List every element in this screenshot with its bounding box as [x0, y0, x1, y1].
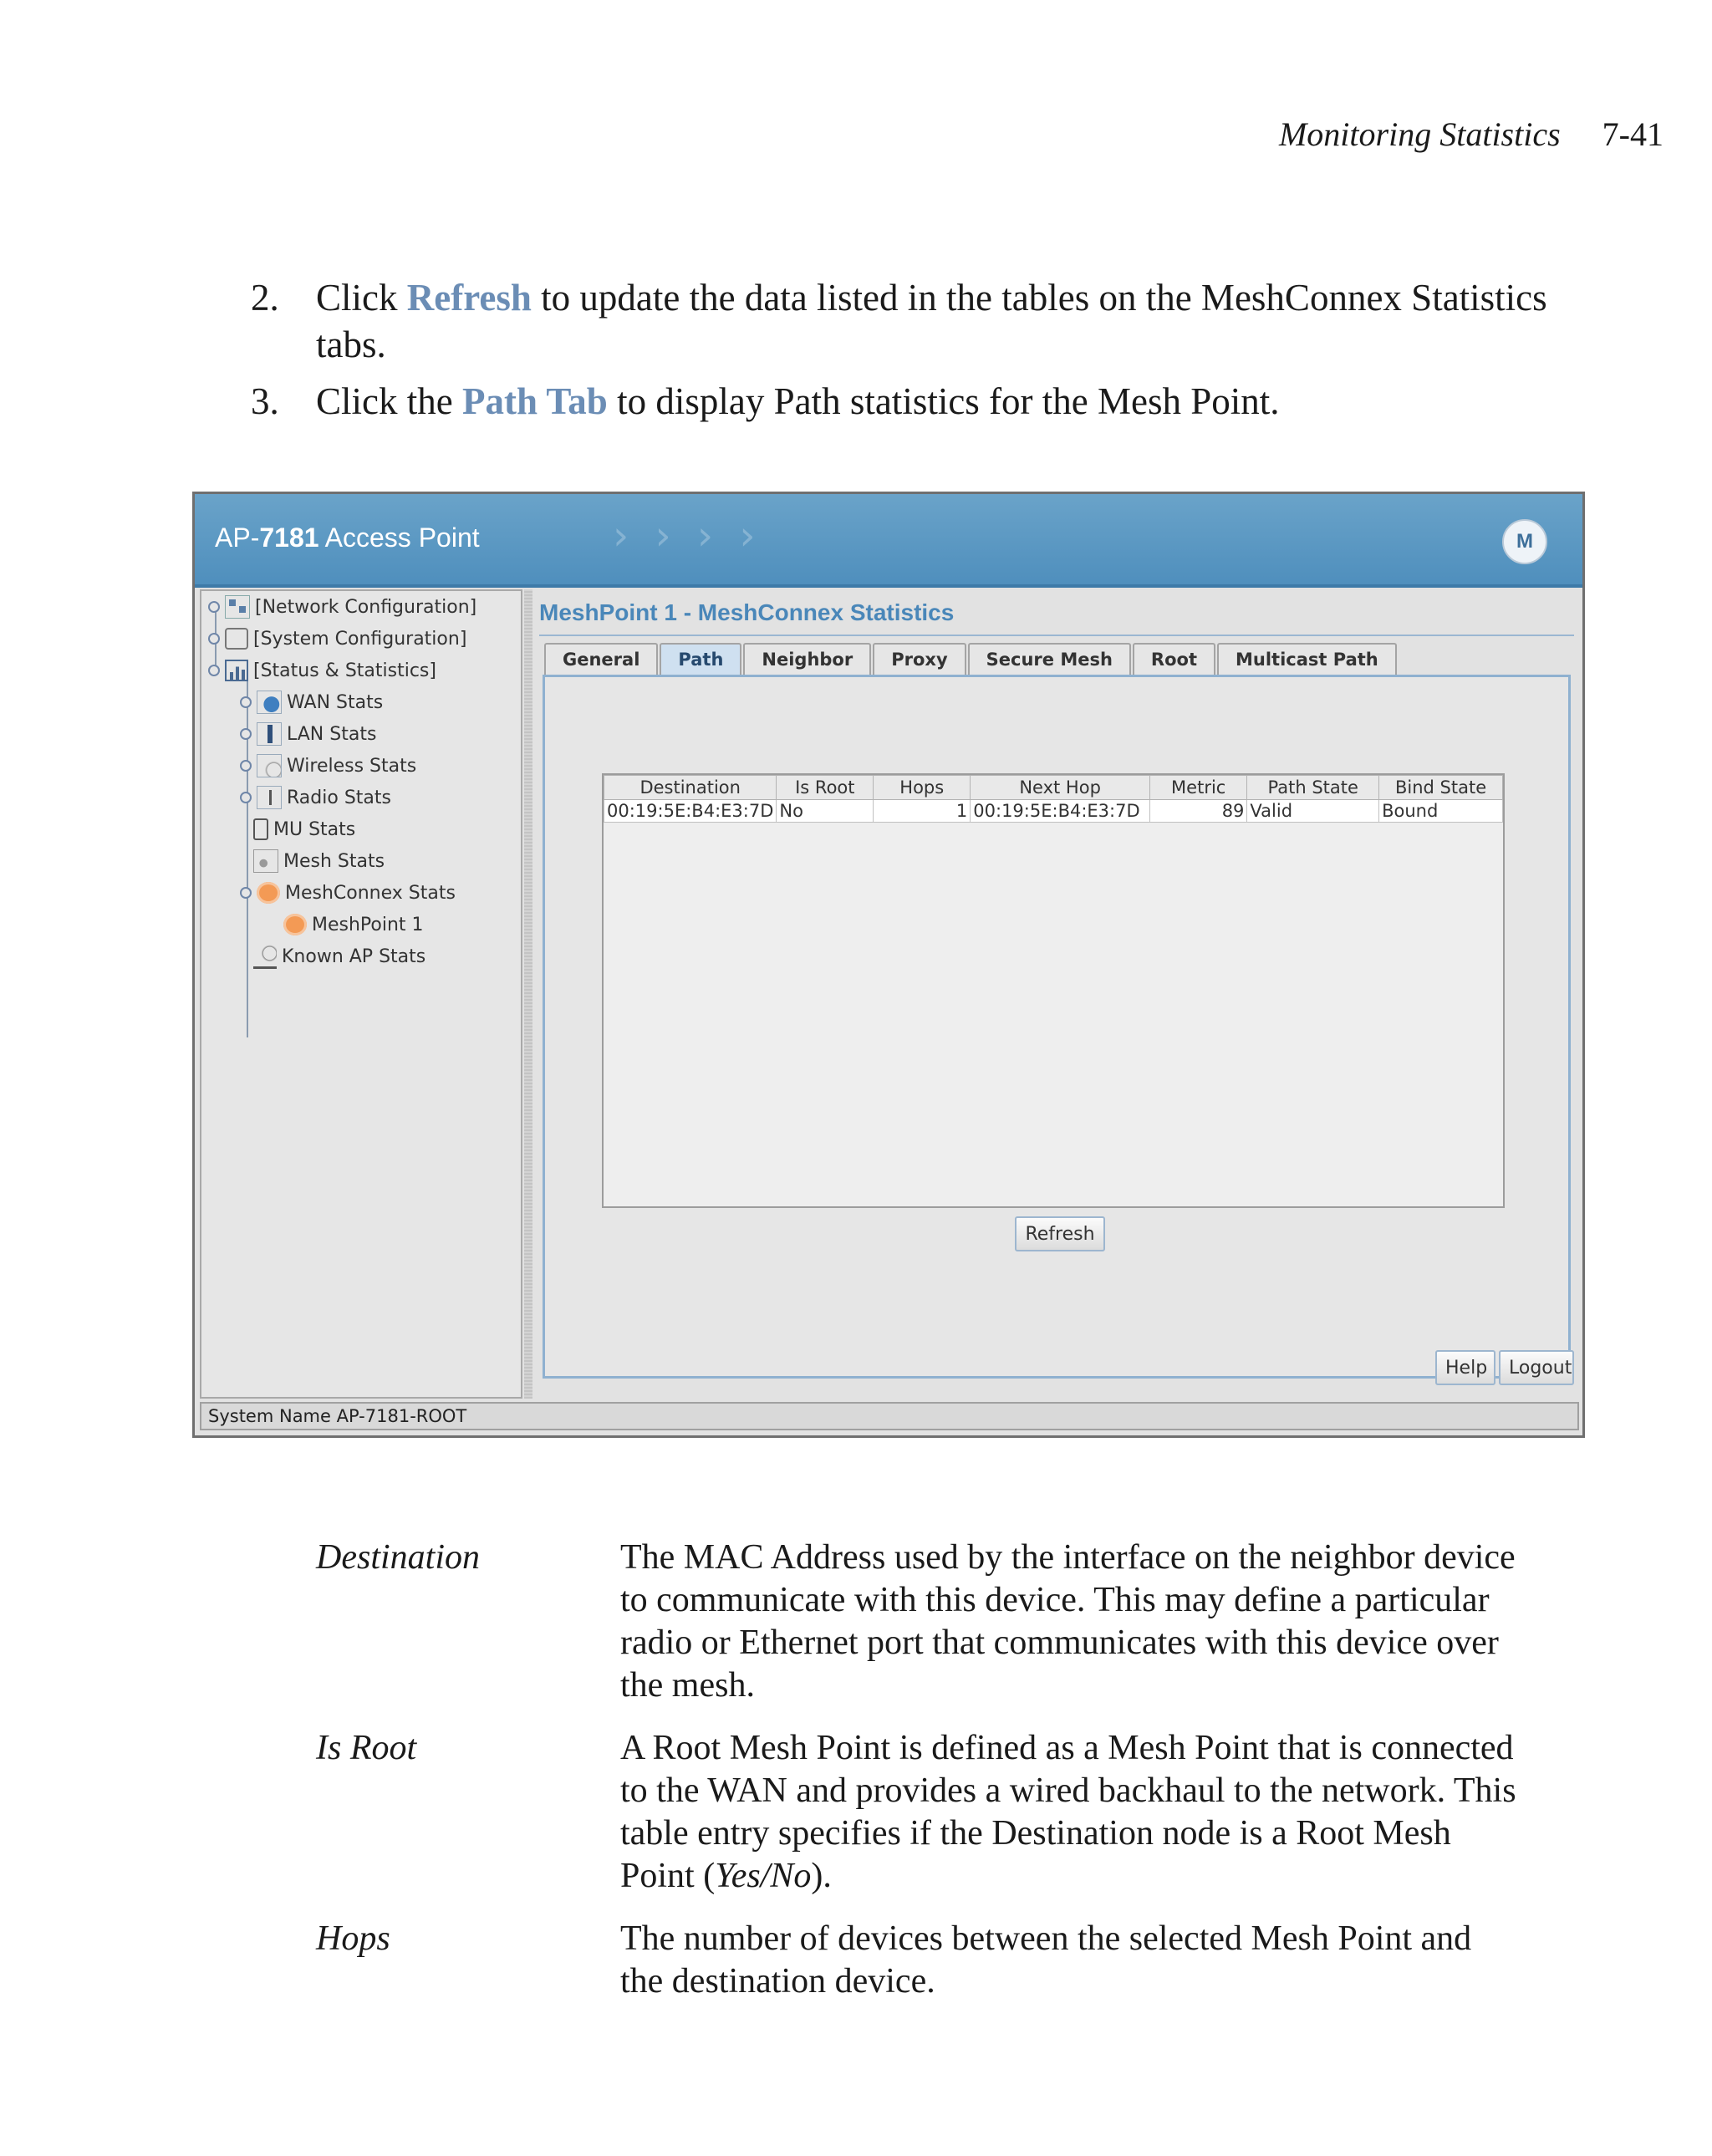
app-title-prefix: AP- [215, 522, 260, 553]
table-header-row [604, 776, 1503, 800]
column-header-hops[interactable]: Hops [874, 776, 971, 800]
logout-button[interactable]: Logout [1499, 1350, 1574, 1385]
column-header-is-root[interactable]: Is Root [777, 776, 874, 800]
tree-item-label: [Network Configuration] [255, 596, 477, 618]
tree-expander-icon[interactable] [240, 792, 252, 803]
tab-neighbor[interactable]: Neighbor [743, 643, 871, 675]
tab-root[interactable]: Root [1133, 643, 1215, 675]
step-number: 2. [251, 277, 279, 319]
definition-term: Destination [316, 1538, 480, 1577]
meshconnex-icon [257, 882, 280, 904]
definition-term: Hops [316, 1919, 390, 1958]
step-list [251, 274, 1588, 435]
path-table-grid [604, 775, 1503, 823]
panel-title-divider [539, 635, 1574, 636]
navigation-tree [200, 589, 522, 1399]
tab-multicast-path[interactable]: Multicast Path [1217, 643, 1397, 675]
tab-secure-mesh[interactable]: Secure Mesh [968, 643, 1131, 675]
app-title-suffix: Access Point [318, 522, 480, 553]
tree-item-known-ap-stats[interactable] [253, 942, 425, 971]
definition-item [316, 1537, 1520, 1707]
step-text-pre: Click [316, 277, 407, 319]
lan-icon [257, 722, 282, 746]
definition-item [316, 1918, 1520, 2003]
definition-description: The MAC Address used by the interface on the neighbor device to communicate with this device. This may define a particular radio or Ethernet port that communicates with this device over the mesh. [620, 1538, 1516, 1705]
step-text-post: to display Path statistics for the Mesh Point. [607, 380, 1280, 422]
motorola-logo-icon: M [1502, 519, 1547, 564]
tree-expander-icon[interactable] [208, 665, 220, 676]
help-button[interactable]: Help [1435, 1350, 1495, 1385]
step-highlight: Refresh [406, 277, 532, 319]
step-text [316, 378, 1588, 425]
tree-item-label: MeshConnex Stats [285, 882, 456, 904]
step-text [316, 274, 1588, 368]
status-chart-icon [225, 660, 248, 681]
tree-expander-icon[interactable] [240, 887, 252, 899]
definition-list [316, 1537, 1520, 2023]
definition-description [620, 1727, 1520, 1898]
ap-screenshot [192, 492, 1585, 1438]
definition-description: The number of devices between the selected Mesh Point and the destination device. [620, 1919, 1472, 2001]
radio-icon [257, 786, 282, 809]
definition-term: Is Root [316, 1729, 417, 1767]
tree-expander-icon[interactable] [208, 633, 220, 645]
tree-item-label: Known AP Stats [282, 945, 426, 967]
step-text-pre: Click the [316, 380, 462, 422]
tree-item-label: WAN Stats [287, 691, 384, 713]
app-title [215, 522, 480, 553]
cell-destination: 00:19:5E:B4:E3:7D [604, 800, 777, 823]
panel-title: MeshPoint 1 - MeshConnex Statistics [539, 599, 955, 625]
tree-item-label: Mesh Stats [283, 850, 385, 872]
tree-item-radio-stats[interactable] [240, 783, 391, 812]
column-header-metric[interactable]: Metric [1149, 776, 1246, 800]
tree-item-mesh-stats[interactable] [253, 847, 385, 875]
step-text-post: to update the data listed in the tables on the MeshConnex Statistics tabs. [316, 277, 1547, 365]
column-header-next-hop[interactable]: Next Hop [971, 776, 1150, 800]
tree-item-label: [Status & Statistics] [253, 660, 436, 681]
column-header-destination[interactable]: Destination [604, 776, 777, 800]
tab-general[interactable]: General [544, 643, 658, 675]
step-number: 3. [251, 380, 279, 422]
wireless-icon [257, 754, 282, 777]
tree-expander-icon[interactable] [240, 760, 252, 772]
content-panel [534, 589, 1579, 1399]
column-header-bind-state[interactable]: Bind State [1379, 776, 1503, 800]
tree-expander-icon[interactable] [240, 728, 252, 740]
tree-item-mu-stats[interactable] [253, 815, 355, 844]
tree-expander-icon[interactable] [208, 601, 220, 613]
table-row[interactable] [604, 800, 1503, 823]
tree-item-network-configuration[interactable] [208, 593, 476, 621]
known-ap-icon [253, 945, 277, 969]
column-header-path-state[interactable]: Path State [1247, 776, 1379, 800]
mesh-icon [253, 849, 278, 873]
wan-icon [257, 691, 282, 714]
step-item [251, 378, 1588, 425]
app-title-model: 7181 [259, 522, 319, 553]
tree-item-label: LAN Stats [287, 723, 377, 745]
definition-item [316, 1727, 1520, 1898]
mobile-unit-icon [253, 818, 268, 840]
pane-splitter[interactable] [524, 589, 532, 1399]
tab-bar [544, 643, 1399, 675]
cell-bind-state: Bound [1379, 800, 1503, 823]
step-highlight: Path Tab [461, 380, 608, 422]
running-head-section: Monitoring Statistics [1278, 115, 1561, 153]
definition-text: A Root Mesh Point is defined as a Mesh Point that is connected to the WAN and provides a wired backhaul to the network. This table entry specifies if the Destination node is a Root Mesh Point ( [620, 1729, 1516, 1895]
tree-item-label: MU Stats [273, 818, 356, 840]
tab-path[interactable]: Path [660, 643, 741, 675]
system-config-icon [225, 628, 248, 650]
tree-item-system-configuration[interactable] [208, 624, 466, 653]
tree-item-lan-stats[interactable] [240, 720, 376, 748]
meshpoint-icon [283, 914, 307, 935]
cell-path-state: Valid [1247, 800, 1379, 823]
tree-item-meshconnex-stats[interactable] [240, 879, 456, 907]
cell-hops: 1 [874, 800, 971, 823]
tree-item-label: Wireless Stats [287, 755, 417, 777]
tree-item-status-statistics[interactable] [208, 656, 436, 685]
refresh-button[interactable]: Refresh [1015, 1216, 1105, 1251]
tree-item-meshpoint-1[interactable] [283, 910, 424, 939]
page-number: 7-41 [1602, 115, 1664, 153]
path-tab-body [543, 675, 1571, 1379]
tab-proxy[interactable]: Proxy [873, 643, 966, 675]
running-head [1279, 115, 1664, 154]
cell-is-root: No [777, 800, 874, 823]
tree-item-label: [System Configuration] [253, 628, 467, 650]
path-table [602, 773, 1505, 1208]
tree-item-label: MeshPoint 1 [312, 914, 424, 935]
title-decoration-icon: › › › › [613, 512, 762, 559]
cell-next-hop: 00:19:5E:B4:E3:7D [971, 800, 1150, 823]
network-config-icon [225, 595, 250, 619]
tree-item-wan-stats[interactable] [240, 688, 383, 716]
step-item [251, 274, 1588, 368]
definition-emphasis: Yes/No [715, 1857, 812, 1895]
status-bar: System Name AP-7181-ROOT [200, 1402, 1579, 1430]
tree-item-wireless-stats[interactable] [240, 752, 416, 780]
app-title-bar [195, 494, 1582, 588]
tree-expander-icon[interactable] [240, 696, 252, 708]
definition-text-end: ). [811, 1857, 832, 1895]
tree-item-label: Radio Stats [287, 787, 391, 808]
cell-metric: 89 [1149, 800, 1246, 823]
